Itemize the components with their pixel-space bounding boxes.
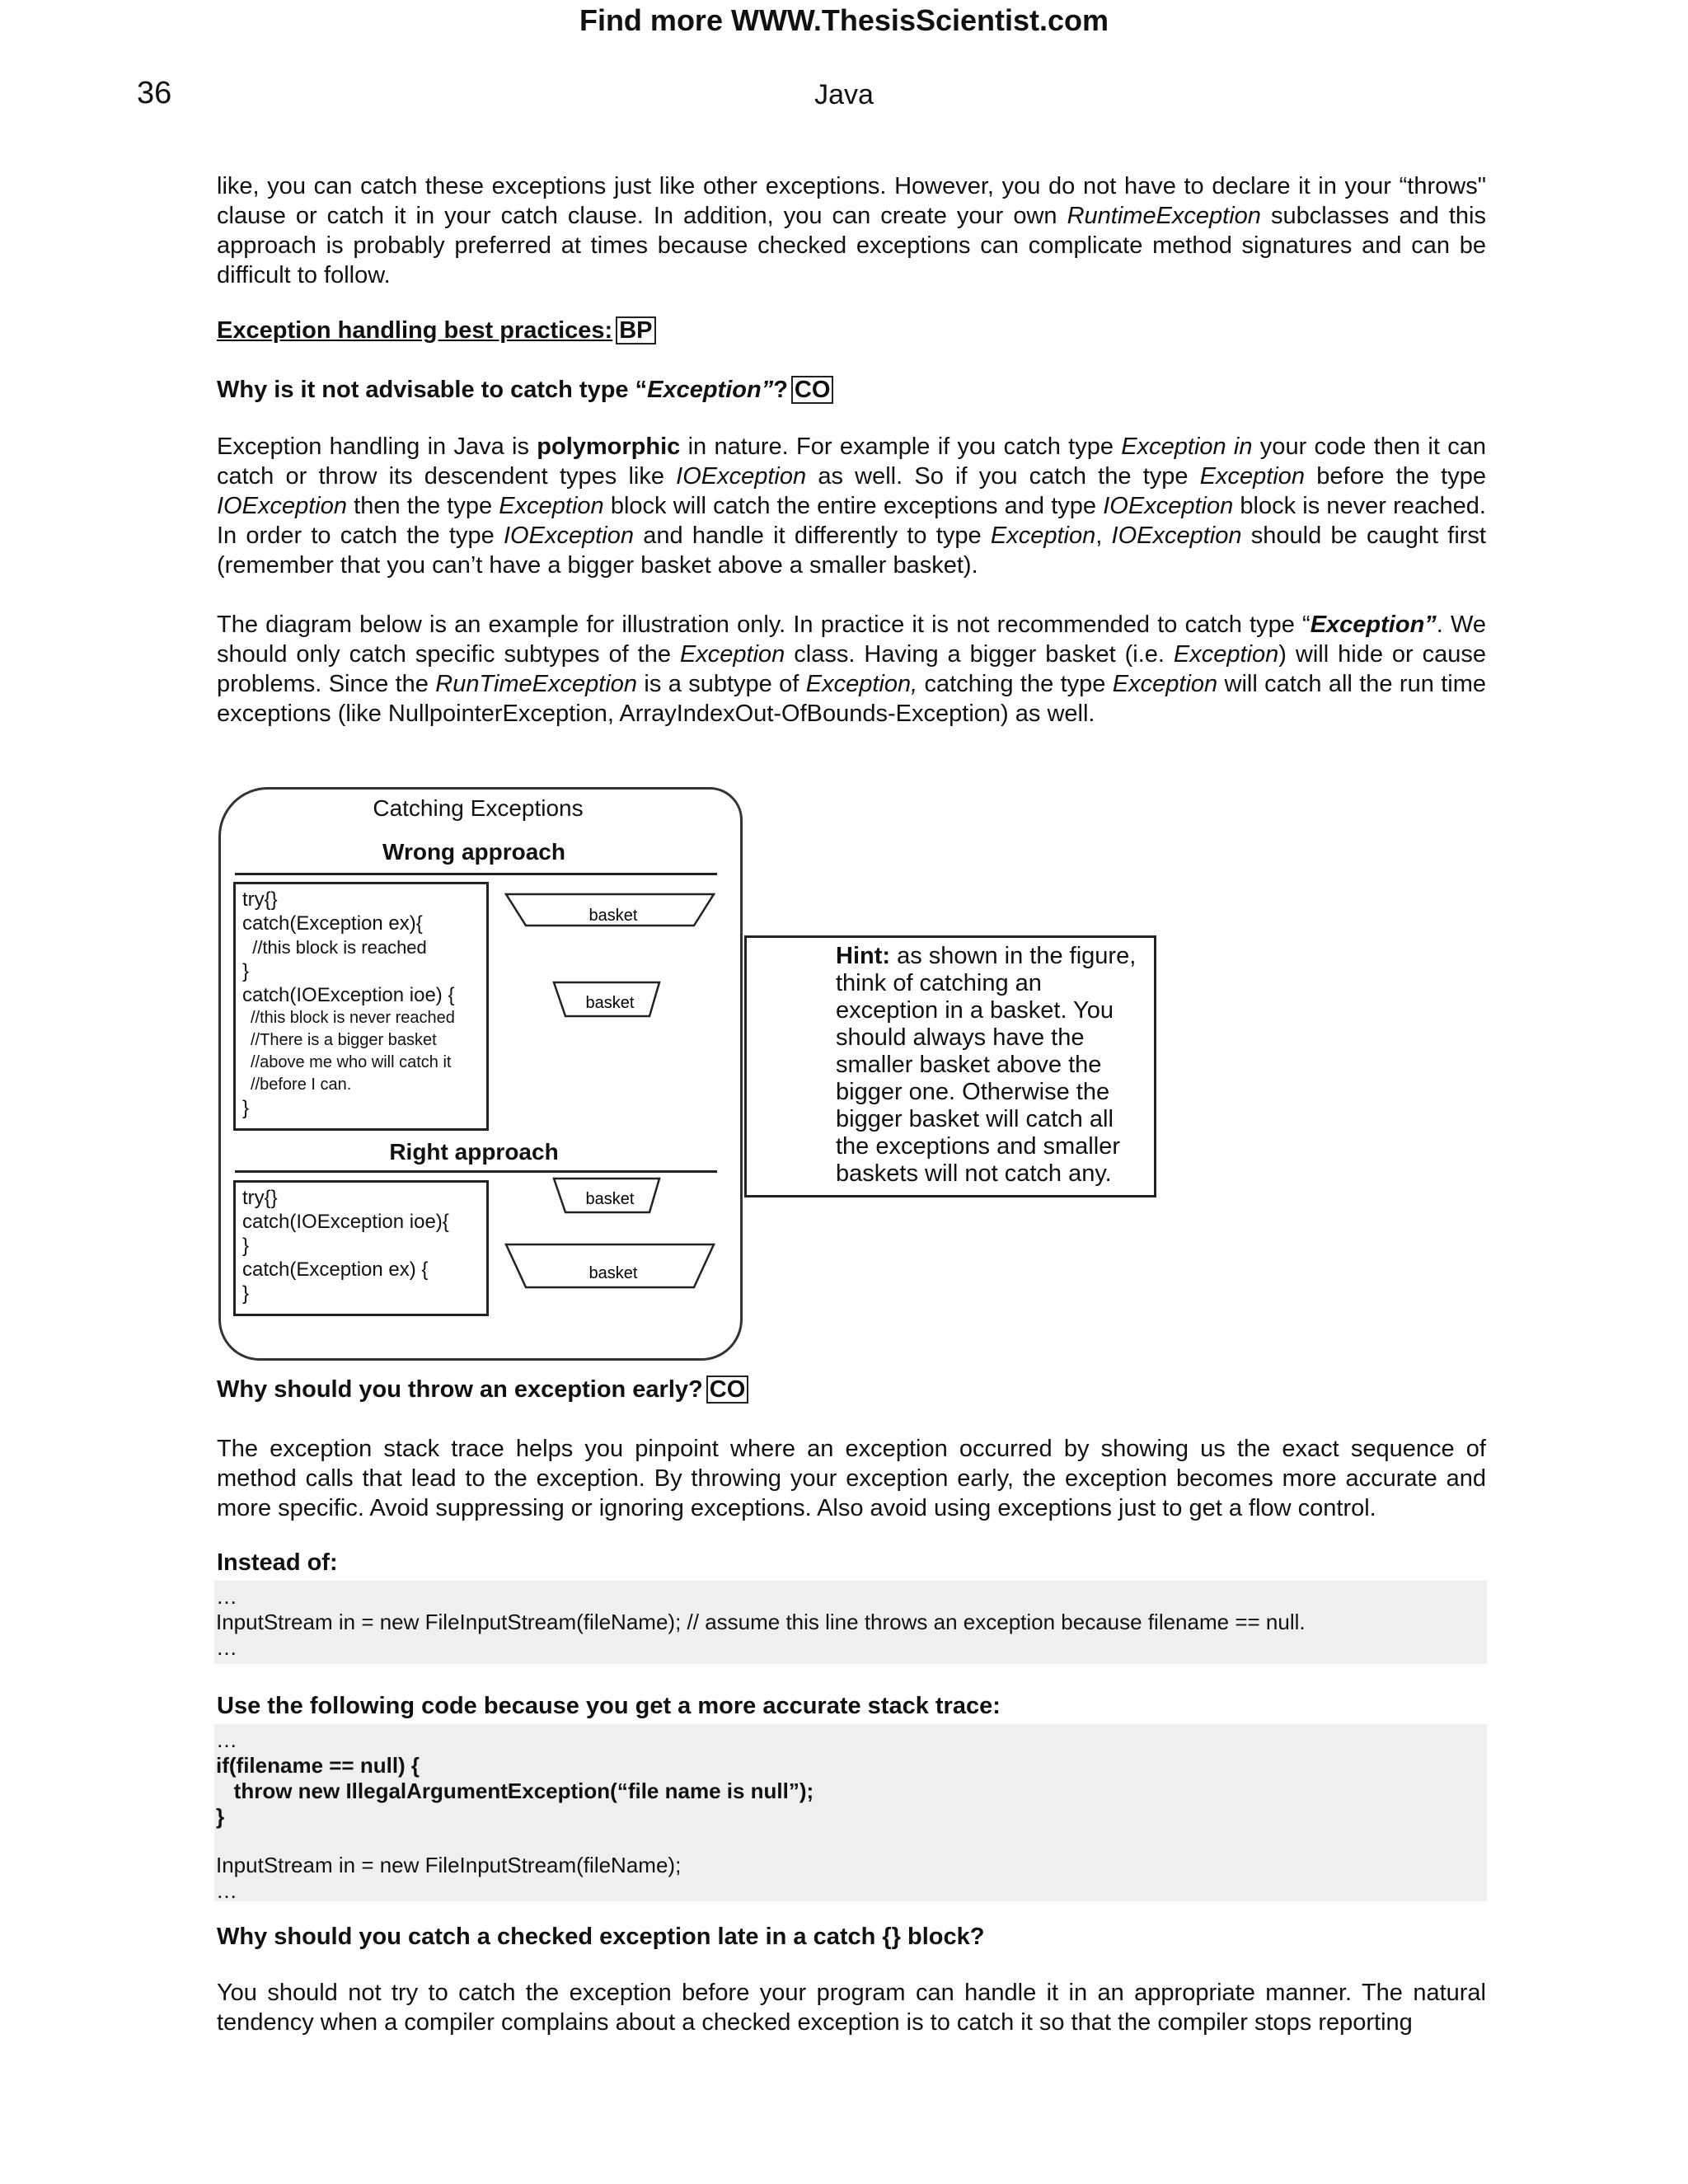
q1-italic: Exception” [647, 377, 774, 403]
co-tag-1: CO [791, 376, 834, 404]
basket-label: basket [585, 994, 635, 1012]
p2-j: Exception, [805, 671, 918, 697]
intro-line-2: “throws" clause or catch it in your catch clause. In addition, you can create your own [217, 173, 1486, 229]
p2-b: Exception” [1310, 612, 1437, 638]
p2-d: Exception [679, 641, 785, 668]
code-line: … [216, 1727, 237, 1752]
p2-m: will catch all the run time exceptions (like NullpointerException, ArrayIndexOut-OfBounds-Exception) as well. [217, 671, 1486, 727]
wrong-approach-code [233, 882, 489, 1131]
intro-runtime-exception: RuntimeException [1067, 203, 1261, 229]
section-heading-text: Exception handling best practices: [217, 317, 613, 344]
p2-g: ) will hide or cause problems. Since the [217, 641, 1487, 697]
page-number: 36 [137, 76, 172, 110]
hint-box [744, 935, 1156, 1197]
co-tag-2: CO [706, 1376, 749, 1404]
p2-l: Exception [1112, 671, 1218, 697]
right-code-line: try{} [242, 1187, 278, 1209]
wrong-comment-line: //There is a bigger basket [251, 1031, 437, 1049]
paragraph-polymorphic [217, 432, 1486, 580]
p1-g: as well. So if you catch the type [806, 463, 1200, 490]
p2-e: class. Having a bigger basket (i.e. [785, 641, 1174, 668]
diagram-title: Catching Exceptions [373, 795, 584, 821]
p1-b: polymorphic [537, 434, 681, 460]
running-title: Java [814, 79, 874, 110]
p1-m: block will catch the entire exceptions and type [603, 493, 1104, 519]
q1-post: ? [773, 377, 788, 403]
p1-t: IOException [1111, 523, 1242, 549]
wrong-code-line: try{} [242, 888, 278, 911]
paragraph-catch-late [217, 1978, 1486, 2037]
p1-n: IOException [1103, 493, 1234, 519]
p1-l: Exception [499, 493, 604, 519]
wrong-comment-line: //this block is never reached [251, 1009, 455, 1027]
question-1 [217, 375, 1486, 405]
p2-f: Exception [1173, 641, 1279, 668]
p1-e: your code then it can catch or throw its descendent types like [217, 434, 1486, 490]
p4-text: You should not try to catch the exception before your program can handle it in an appropriate manner. The natural tendency when a compiler complains about a checked exception is to catch it so that the compiler stops reporting [217, 1980, 1486, 2036]
p2-i: is a subtype of [637, 671, 806, 697]
p1-s: , [1095, 523, 1112, 549]
paragraph-diagram-intro [217, 610, 1486, 729]
p1-o: block is never reached. In order to catch the type [217, 493, 1486, 549]
code-block-instead [214, 1581, 1487, 1664]
q1-pre: Why is it not advisable to catch type “ [217, 377, 648, 403]
basket-label: basket [588, 907, 638, 925]
bp-tag: BP [616, 316, 655, 344]
wrong-comment-line: //above me who will catch it [251, 1053, 452, 1071]
p1-p: IOException [503, 523, 634, 549]
banner: Find more WWW.ThesisScientist.com [579, 3, 1109, 37]
code-line: } [216, 1804, 225, 1829]
question-2 [217, 1375, 1486, 1404]
code-block-preferred [214, 1724, 1487, 1901]
hint-label: Hint: [836, 943, 891, 969]
p1-u: should be caught first (remember that you can’t have a bigger basket above a smaller basket). [217, 523, 1486, 579]
basket-label: basket [585, 1190, 635, 1208]
right-code-line: } [242, 1235, 250, 1257]
use-heading: Use the following code because you get a more accurate stack trace: [217, 1693, 1001, 1719]
paragraph-throw-early [217, 1434, 1486, 1523]
intro-paragraph [217, 171, 1486, 290]
p1-h: Exception [1199, 463, 1306, 490]
wrong-comment-line: //before I can. [251, 1076, 352, 1094]
wrong-code-line: } [242, 1097, 250, 1119]
code-line: InputStream in = new FileInputStream(fileName); // assume this line throws an exception because filename == null. [216, 1610, 1306, 1634]
p2-h: RunTimeException [435, 671, 638, 697]
p1-r: Exception [990, 523, 1096, 549]
right-code-line: } [242, 1282, 250, 1305]
p2-a: The diagram below is an example for illustration only. In practice it is not recommended to catch type “ [217, 612, 1311, 638]
wrong-code-line: //this block is reached [242, 937, 427, 958]
p2-k: catching the type [917, 671, 1113, 697]
intro-line-1: like, you can catch these exceptions just like other exceptions. However, you do not have to declare it in your [217, 173, 1391, 199]
basket-label: basket [588, 1264, 638, 1282]
p1-c: in nature. For example if you catch type [680, 434, 1122, 460]
wrong-code-line: catch(Exception ex){ [242, 912, 423, 935]
wrong-code-line: catch(IOException ioe) { [242, 984, 455, 1006]
code-line: if(filename == null) { [216, 1753, 420, 1778]
p2-c: . We should only catch specific subtypes of the [217, 612, 1486, 668]
p1-f: IOException [676, 463, 807, 490]
p3-text: The exception stack trace helps you pinpoint where an exception occurred by showing us the exact sequence of method calls that lead to the exception. By throwing your exception early, the exception becomes more accurate and more specific. Avoid suppressing or ignoring exceptions. Also avoid using exceptions just to get a flow control. [217, 1436, 1486, 1521]
right-approach-label: Right approach [389, 1139, 559, 1165]
intro-line-3: subclasses and this approach is probably preferred at times because checked exceptions can complicate method signatures and can be difficult to follow. [217, 203, 1486, 288]
p1-q: and handle it differently to type [633, 523, 991, 549]
p1-a: Exception handling in Java is [217, 434, 537, 460]
wrong-approach-rule [235, 873, 717, 875]
right-code-line: catch(Exception ex) { [242, 1258, 429, 1281]
code-line: throw new IllegalArgumentException(“file name is null”); [216, 1779, 814, 1803]
code-line: InputStream in = new FileInputStream(fileName); [216, 1853, 682, 1877]
question-3: Why should you catch a checked exception late in a catch {} block? [217, 1924, 985, 1950]
code-line: … [216, 1584, 237, 1609]
p1-j: IOException [217, 493, 347, 519]
q2-text: Why should you throw an exception early? [217, 1376, 703, 1403]
right-code-line: catch(IOException ioe){ [242, 1211, 449, 1233]
p1-d: Exception in [1121, 434, 1253, 460]
right-approach-code [233, 1180, 489, 1316]
p1-i: before the type [1305, 463, 1486, 490]
p1-k: then the type [346, 493, 499, 519]
instead-heading: Instead of: [217, 1549, 338, 1576]
wrong-approach-label: Wrong approach [382, 839, 565, 865]
baskets-illustration [503, 886, 725, 1315]
section-heading [217, 316, 1486, 345]
wrong-code-line: } [242, 960, 250, 982]
code-line: … [216, 1635, 237, 1660]
code-line: … [216, 1878, 237, 1903]
hint-text: as shown in the figure, think of catching an exception in a basket. You should always have the smaller basket above the bigger one. Otherwise the bigger basket will catch all the exceptions and smaller baskets will not catch any. [836, 943, 1137, 1187]
